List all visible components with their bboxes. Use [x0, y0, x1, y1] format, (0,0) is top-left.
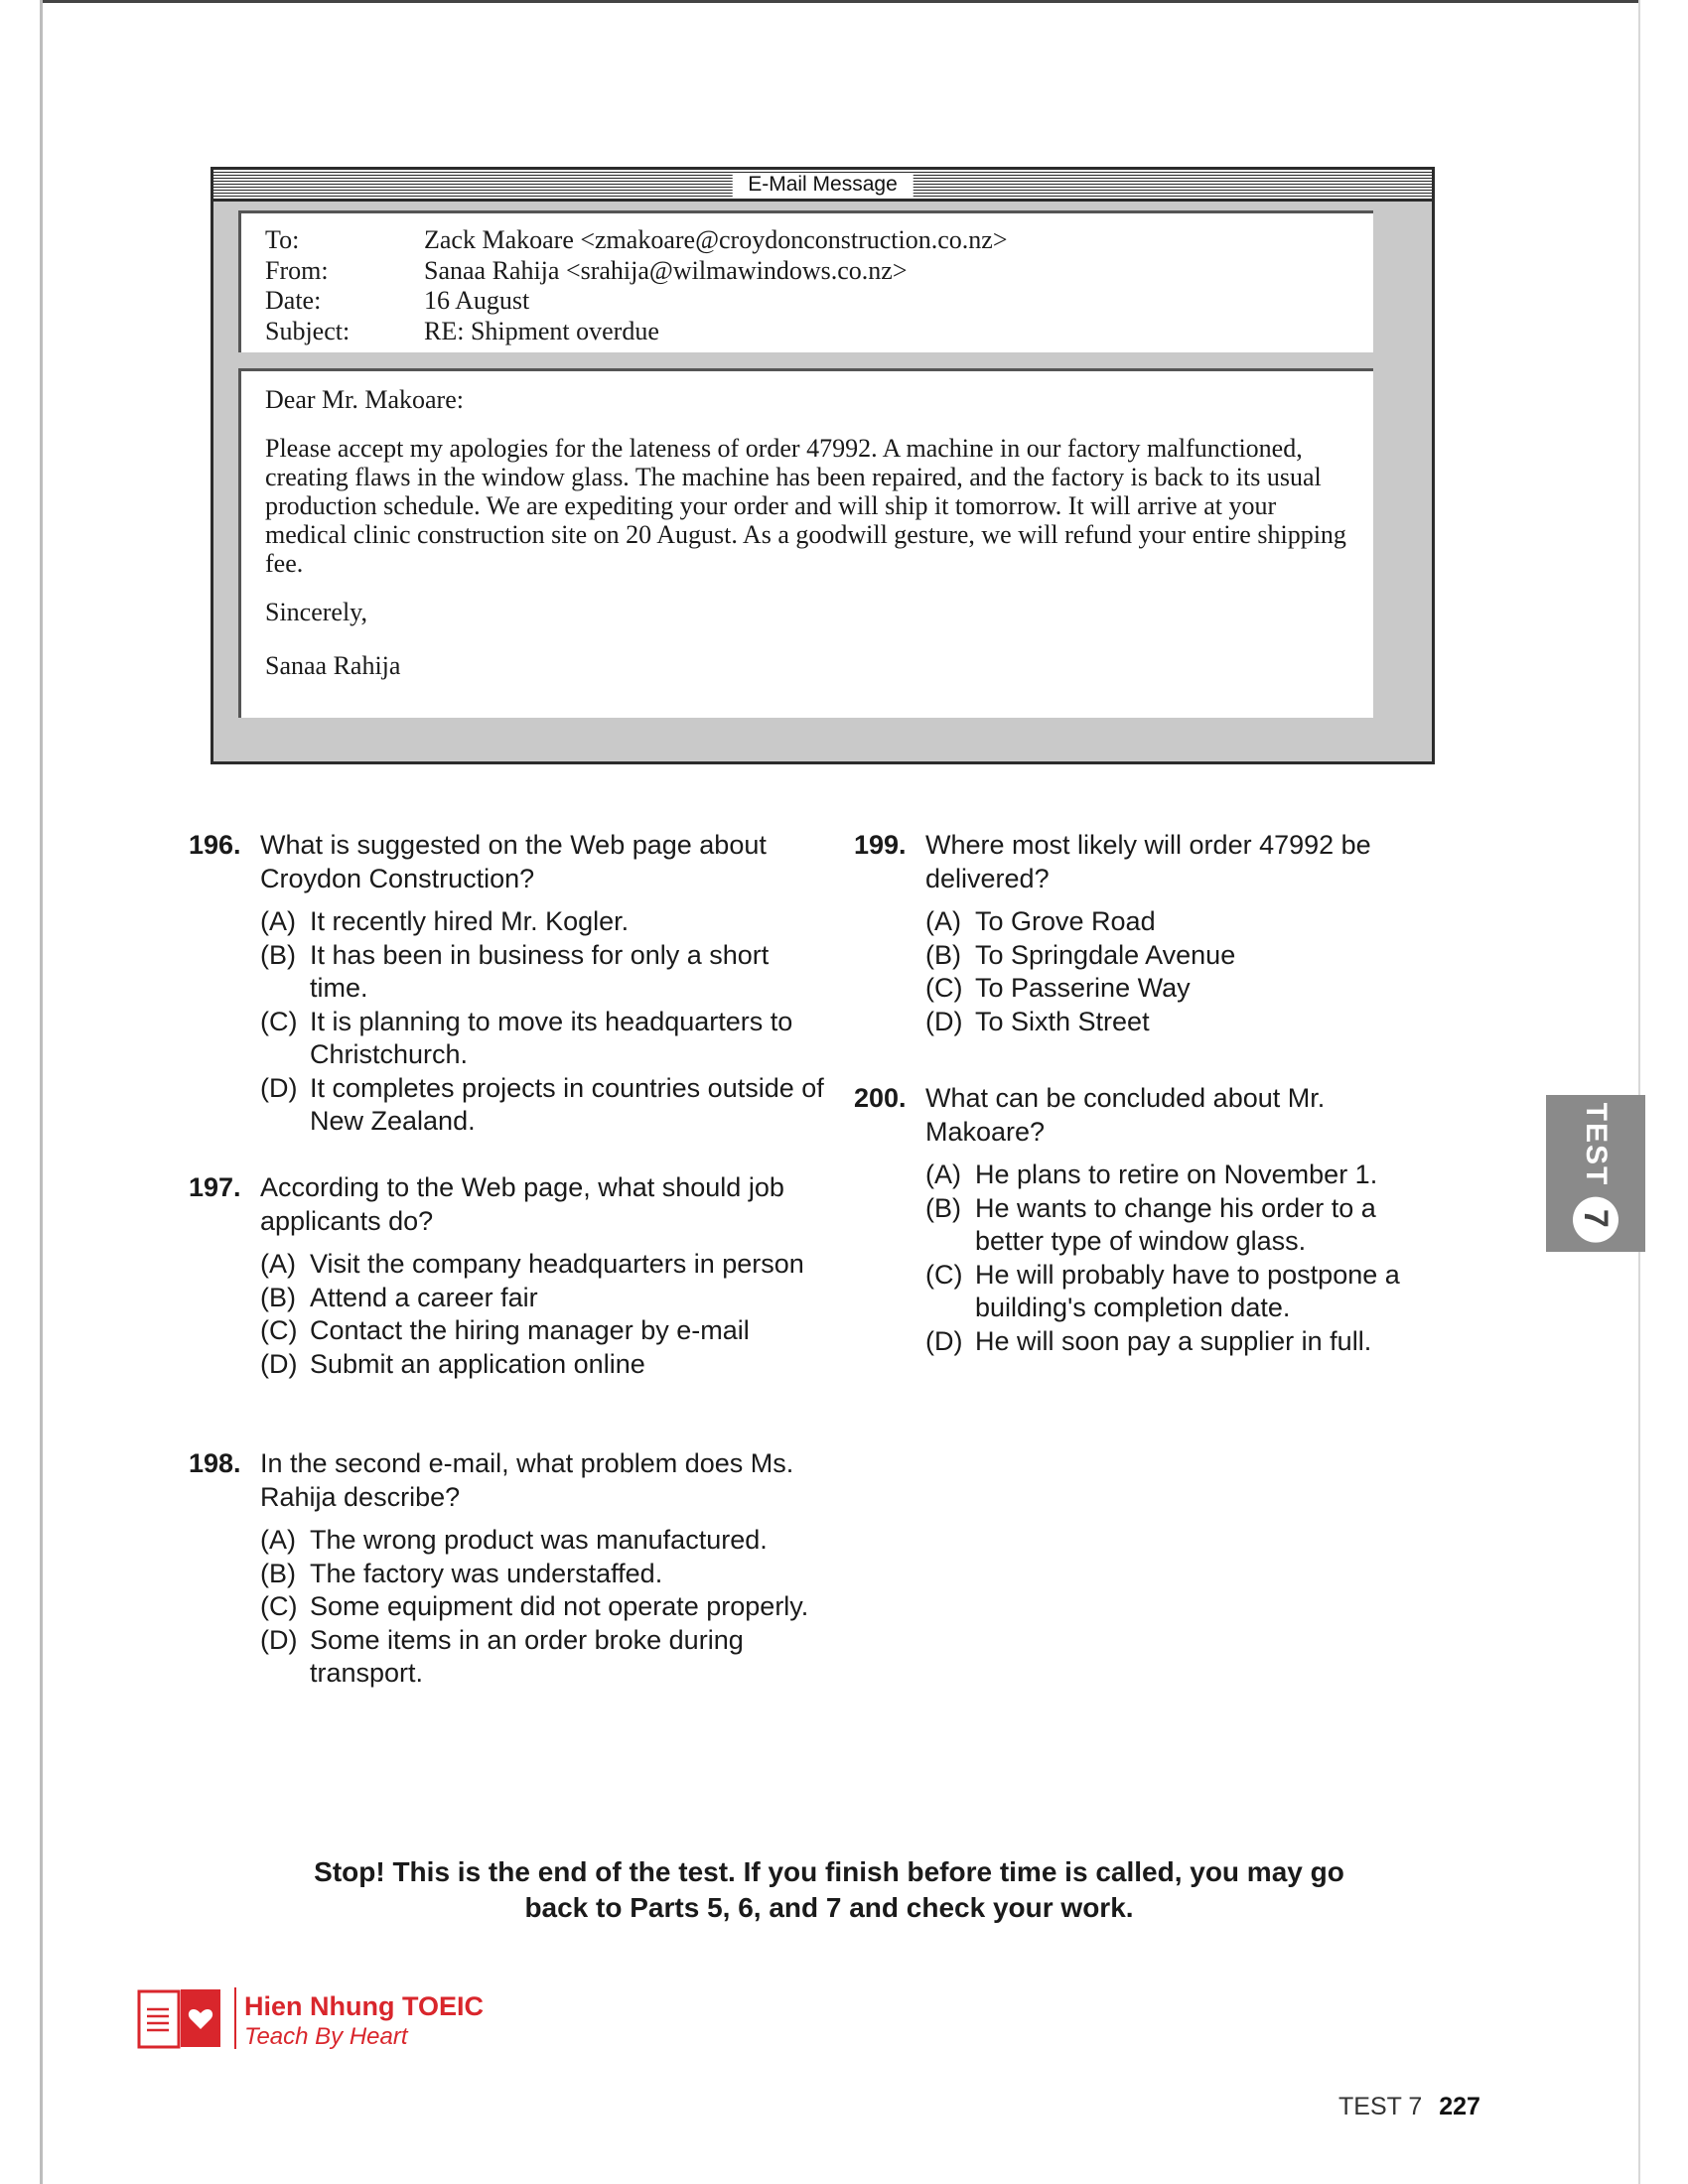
brand-logo [137, 1985, 554, 2051]
question-text: Where most likely will order 47992 be delivered? [925, 830, 1371, 893]
email-closing: Sincerely, [265, 598, 367, 626]
side-tab-content [1573, 1103, 1618, 1243]
option-letter: (A) [260, 1249, 296, 1279]
answer-option-c[interactable] [925, 972, 1450, 1006]
question-number: 197. [189, 1172, 241, 1202]
email-to-label: To: [265, 225, 300, 254]
question-text: According to the Web page, what should job applicants do? [260, 1172, 784, 1236]
email-date-row [265, 286, 1349, 317]
answer-options [260, 1248, 824, 1381]
email-date-label: Date: [265, 286, 322, 315]
option-letter: (B) [260, 939, 296, 970]
option-letter: (C) [260, 1591, 298, 1621]
option-letter: (B) [925, 1192, 961, 1223]
option-letter: (C) [925, 973, 963, 1003]
answer-option-a[interactable] [260, 1248, 824, 1282]
option-text: Some equipment did not operate properly. [310, 1591, 809, 1621]
answer-option-c[interactable] [260, 1314, 824, 1348]
question-text: In the second e-mail, what problem does Ms. Rahija describe? [260, 1448, 794, 1512]
question-text: What can be concluded about Mr. Makoare? [925, 1083, 1326, 1147]
email-body-pane [238, 368, 1373, 718]
option-text: To Passerine Way [975, 973, 1191, 1003]
answer-option-b[interactable] [925, 1192, 1450, 1259]
option-text: Attend a career fair [310, 1282, 538, 1312]
email-message-window [211, 167, 1435, 764]
question-196 [189, 829, 824, 1139]
answer-option-b[interactable] [260, 939, 824, 1006]
email-header-pane [238, 210, 1373, 352]
end-of-test-line-2: back to Parts 5, 6, and 7 and check your work. [524, 1892, 1134, 1923]
email-titlebar [213, 170, 1432, 202]
answer-option-b[interactable] [260, 1558, 824, 1591]
email-subject-row [265, 317, 1349, 347]
test-side-tab [1546, 1095, 1645, 1252]
answer-option-c[interactable] [260, 1006, 824, 1072]
end-of-test-note [238, 1854, 1420, 1926]
option-letter: (D) [260, 1624, 298, 1655]
option-letter: (C) [925, 1259, 963, 1290]
option-letter: (C) [260, 1006, 298, 1036]
logo-name: Hien Nhung TOEIC [244, 1991, 484, 2021]
page-top-edge [40, 0, 1640, 3]
option-text: The factory was understaffed. [310, 1558, 663, 1588]
answer-options [925, 905, 1450, 1038]
option-letter: (A) [925, 1160, 961, 1189]
option-text: He plans to retire on November 1. [975, 1160, 1378, 1189]
option-text: He will probably have to postpone a building's completion date. [975, 1259, 1400, 1322]
option-text: Submit an application online [310, 1348, 645, 1379]
answer-option-d[interactable] [260, 1072, 824, 1139]
logo-divider [234, 1987, 236, 2049]
answer-option-a[interactable] [260, 1524, 824, 1558]
question-198 [189, 1447, 824, 1691]
option-text: Some items in an order broke during transport. [310, 1624, 744, 1688]
book-heart-icon [137, 1985, 222, 2051]
page-right-edge [1638, 0, 1640, 2184]
email-to-row [265, 225, 1349, 256]
option-text: To Sixth Street [975, 1006, 1150, 1036]
question-197 [189, 1171, 824, 1381]
option-letter: (A) [260, 906, 296, 936]
option-text: It has been in business for only a short time. [310, 939, 770, 1003]
answer-option-d[interactable] [260, 1348, 824, 1382]
option-text: To Grove Road [975, 906, 1156, 936]
end-of-test-line-1: Stop! This is the end of the test. If you finish before time is called, you may go [314, 1856, 1344, 1887]
email-signature: Sanaa Rahija [265, 651, 401, 680]
email-subject-value: RE: Shipment overdue [424, 316, 659, 345]
email-from-value: Sanaa Rahija <srahija@wilmawindows.co.nz> [424, 255, 908, 285]
option-letter: (D) [260, 1348, 298, 1379]
question-199 [854, 829, 1450, 1038]
answer-option-d[interactable] [925, 1325, 1450, 1359]
answer-option-d[interactable] [925, 1006, 1450, 1039]
option-text: To Springdale Avenue [975, 939, 1236, 970]
answer-option-c[interactable] [925, 1259, 1450, 1325]
answer-option-c[interactable] [260, 1590, 824, 1624]
option-text: He will soon pay a supplier in full. [975, 1325, 1372, 1356]
answer-option-a[interactable] [260, 905, 824, 939]
answer-option-a[interactable] [925, 905, 1450, 939]
option-text: It recently hired Mr. Kogler. [310, 906, 630, 936]
footer-test-label: TEST 7 [1338, 2093, 1423, 2120]
email-date-value: 16 August [424, 286, 530, 315]
option-letter: (B) [925, 939, 961, 970]
option-letter: (B) [260, 1282, 296, 1312]
email-from-label: From: [265, 255, 329, 285]
page-number: 227 [1439, 2093, 1480, 2120]
option-letter: (A) [925, 906, 961, 936]
option-text: It completes projects in countries outside of New Zealand. [310, 1072, 824, 1136]
option-letter: (C) [260, 1315, 298, 1345]
option-letter: (D) [925, 1006, 963, 1036]
question-number: 196. [189, 830, 241, 860]
option-letter: (A) [260, 1525, 296, 1555]
logo-tagline: Teach By Heart [244, 2023, 408, 2050]
page-footer [1338, 2093, 1480, 2121]
question-number: 198. [189, 1448, 241, 1478]
option-letter: (D) [925, 1325, 963, 1356]
option-letter: (B) [260, 1558, 296, 1588]
email-subject-label: Subject: [265, 316, 351, 345]
option-text: It is planning to move its headquarters to Christchurch. [310, 1006, 793, 1069]
side-tab-number: 7 [1573, 1196, 1618, 1242]
question-200 [854, 1082, 1450, 1358]
option-letter: (D) [260, 1072, 298, 1103]
option-text: The wrong product was manufactured. [310, 1525, 768, 1555]
email-salutation: Dear Mr. Makoare: [265, 385, 464, 414]
answer-options [925, 1159, 1450, 1358]
option-text: Contact the hiring manager by e-mail [310, 1315, 750, 1345]
option-text: Visit the company headquarters in person [310, 1249, 804, 1279]
answer-option-b[interactable] [260, 1282, 824, 1315]
question-text: What is suggested on the Web page about Croydon Construction? [260, 830, 767, 893]
answer-options [260, 1524, 824, 1691]
email-window-title: E-Mail Message [732, 173, 914, 197]
side-tab-label: TEST [1580, 1102, 1613, 1187]
option-text: He wants to change his order to a better type of window glass. [975, 1192, 1376, 1256]
answer-option-b[interactable] [925, 939, 1450, 973]
answer-options [260, 905, 824, 1139]
question-number: 200. [854, 1083, 907, 1113]
answer-option-d[interactable] [260, 1624, 824, 1691]
page-left-edge [40, 0, 43, 2184]
email-to-value: Zack Makoare <zmakoare@croydonconstruction.co.nz> [424, 225, 1008, 254]
email-paragraph: Please accept my apologies for the lateness of order 47992. A machine in our factory malfunctioned, creating flaws in the window glass. The machine has been repaired, and the factory is back to its usual production schedule. We are expediting your order and will ship it tomorrow. It will arrive at your medical clinic construction site on 20 August. As a goodwill gesture, we will refund your entire shipping fee. [265, 434, 1346, 578]
question-number: 199. [854, 830, 907, 860]
answer-option-a[interactable] [925, 1159, 1450, 1192]
email-from-row [265, 256, 1349, 287]
